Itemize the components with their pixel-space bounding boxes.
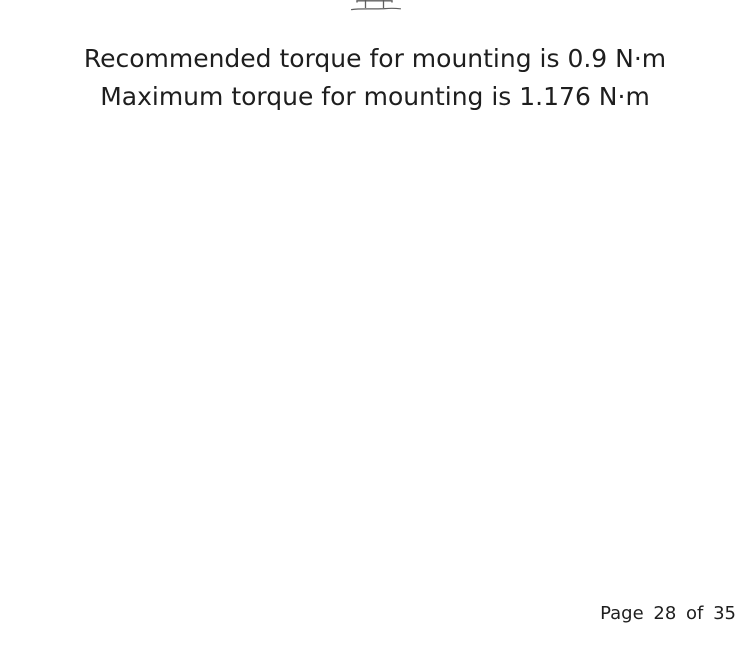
recommended-torque-text: Recommended torque for mounting is 0.9 N·m <box>83 44 667 73</box>
page-number: Page 28 of 35 <box>600 603 736 624</box>
torque-spec-block <box>0 40 750 116</box>
maximum-torque-text: Maximum torque for mounting is 1.176 N·m <box>100 82 650 111</box>
component-drawing-fragment-icon <box>351 0 401 12</box>
